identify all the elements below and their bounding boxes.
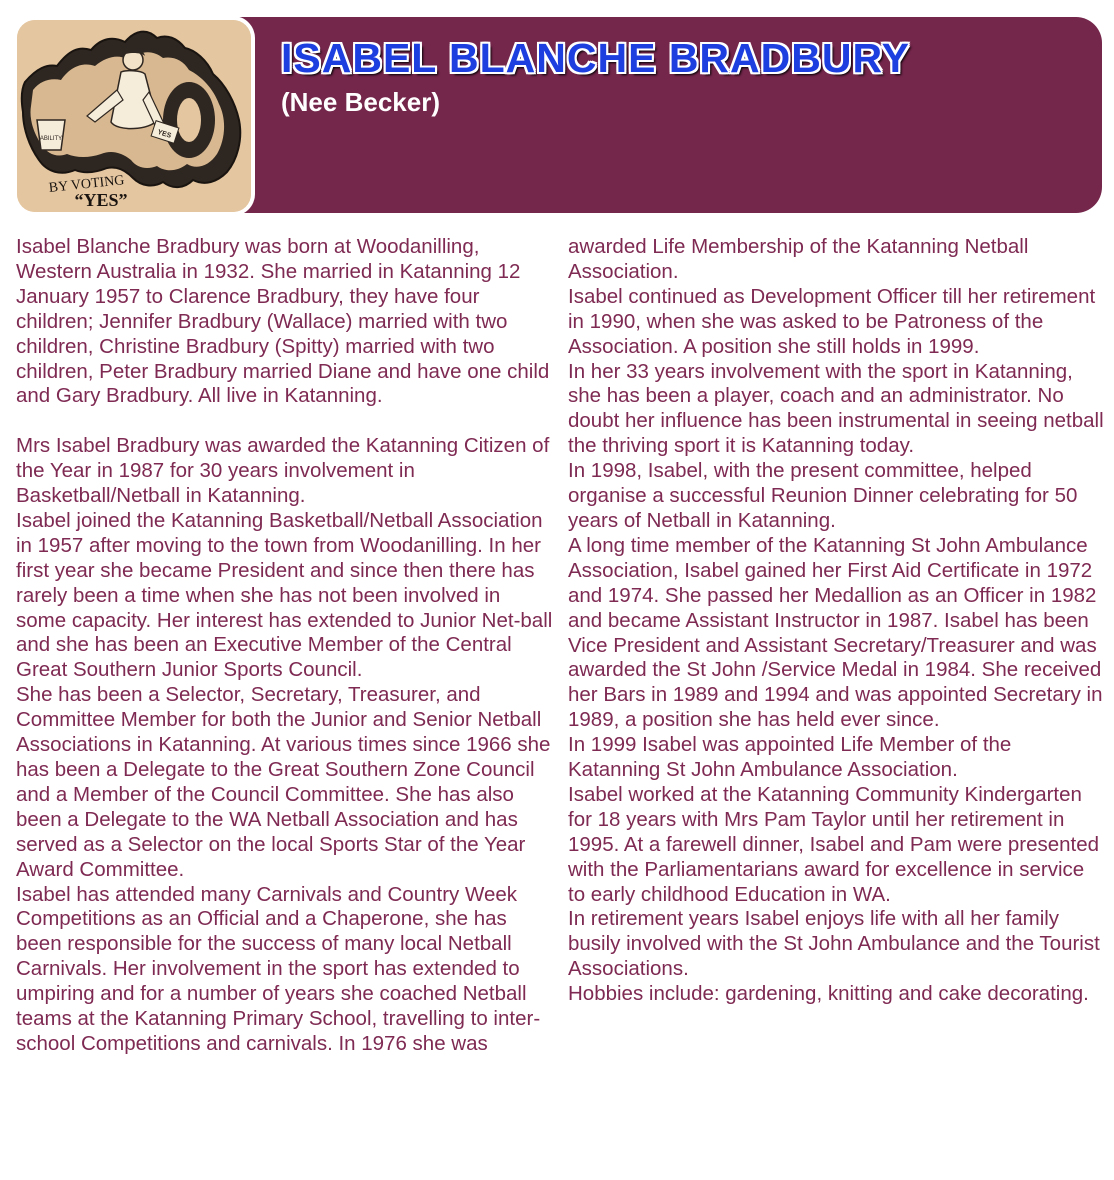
paragraph: Hobbies include: gardening, knitting and cake decorating. — [568, 982, 1089, 1006]
paragraph: Mrs Isabel Bradbury was awarded the Katanning Citizen of the Year in 1987 for 30 years involvement in Basketball/Netball in Katanning. — [16, 434, 550, 508]
paragraph: In her 33 years involvement with the sport in Katanning, she has been a player, coach and an administrator. No doubt her influence has been instrumental in seeing netball the thriving sport it is Katanning today. — [568, 359, 1104, 458]
paragraph: In 1998, Isabel, with the present committee, helped organise a successful Reunion Dinner celebrating for 50 years of Netball in Katanning. — [568, 459, 1078, 532]
paragraph: Isabel joined the Katanning Basketball/Netball Association in 1957 after moving to the town from Woodanilling. In her first year she became President and since then there has rarely been a time when she has not been involved in some capacity. Her interest has extended to Junior Net-ball and she has been an Executive Member of the Central Great Southern Junior Sports Council. — [16, 508, 553, 682]
suffrage-poster-image — [17, 20, 251, 212]
left-column — [16, 235, 554, 1057]
paragraph: Isabel continued as Development Officer till her retirement in 1990, when she was asked to be Patroness of the Association. A position she still holds in 1999. — [568, 284, 1096, 358]
page-title: ISABEL BLANCHE BRADBURY — [281, 35, 910, 81]
paragraph: Isabel worked at the Katanning Community Kindergarten for 18 years with Mrs Pam Taylor until her retirement in 1995. At a farewell dinner, Isabel and Pam were presented with the Parliamentarians award for excellence in service to early childhood Education in WA. — [568, 782, 1100, 906]
paragraph: In retirement years Isabel enjoys life with all her family busily involved with the St John Ambulance and the Tourist Associations. — [568, 907, 1100, 981]
pail-label: ABILITY — [39, 136, 63, 142]
paragraph: A long time member of the Katanning St John Ambulance Association, Isabel gained her First Aid Certificate in 1972 and 1974. She passed her Medallion as an Officer in 1982 and became Assistant Instructor in 1987. Isabel has been Vice President and Assistant Secretary/Treasurer and was awarded the St John /Service Medal in 1984. She received her Bars in 1989 and 1994 and was appointed Secretary in 1989, a position she has held ever since. — [568, 533, 1103, 732]
caption-yes: “YES” — [74, 190, 128, 210]
page-subtitle: (Nee Becker) — [281, 87, 440, 117]
paragraph: She has been a Selector, Secretary, Treasurer, and Committee Member for both the Junior and Senior Netball Associations in Katanning. At various times since 1966 she has been a Delegate to the Great Southern Zone Council and a Member of the Council Committee. She has also been a Delegate to the WA Netball Association and has served as a Selector on the local Sports Star of the Year Award Committee. — [16, 683, 551, 881]
yes-card-label: YES — [156, 128, 172, 140]
right-column — [568, 235, 1104, 1007]
caption-by-voting: BY VOTING — [48, 173, 126, 196]
paragraph: Isabel Blanche Bradbury was born at Woodanilling, Western Australia in 1932. She married in Katanning 12 January 1957 to Clarence Bradbury, they have four children; Jennifer Bradbury (Wallace) married with two children, Christine Bradbury (Spitty) married with two children, Peter Bradbury married Diane and have one child and Gary Bradbury. All live in Katanning. — [16, 235, 550, 408]
paragraph: awarded Life Membership of the Katanning Netball Association. — [568, 235, 1029, 283]
paragraph: Isabel has attended many Carnivals and Country Week Competitions as an Official and a Chaperone, she has been responsible for the success of many local Netball Carnivals. Her involvement in the sport has extended to umpiring and for a number of years she coached Netball teams at the Katanning Primary School, travelling to inter-school Competitions and carnivals. In 1976 she was — [16, 882, 541, 1055]
paragraph: In 1999 Isabel was appointed Life Member of the Katanning St John Ambulance Association. — [568, 733, 1012, 782]
